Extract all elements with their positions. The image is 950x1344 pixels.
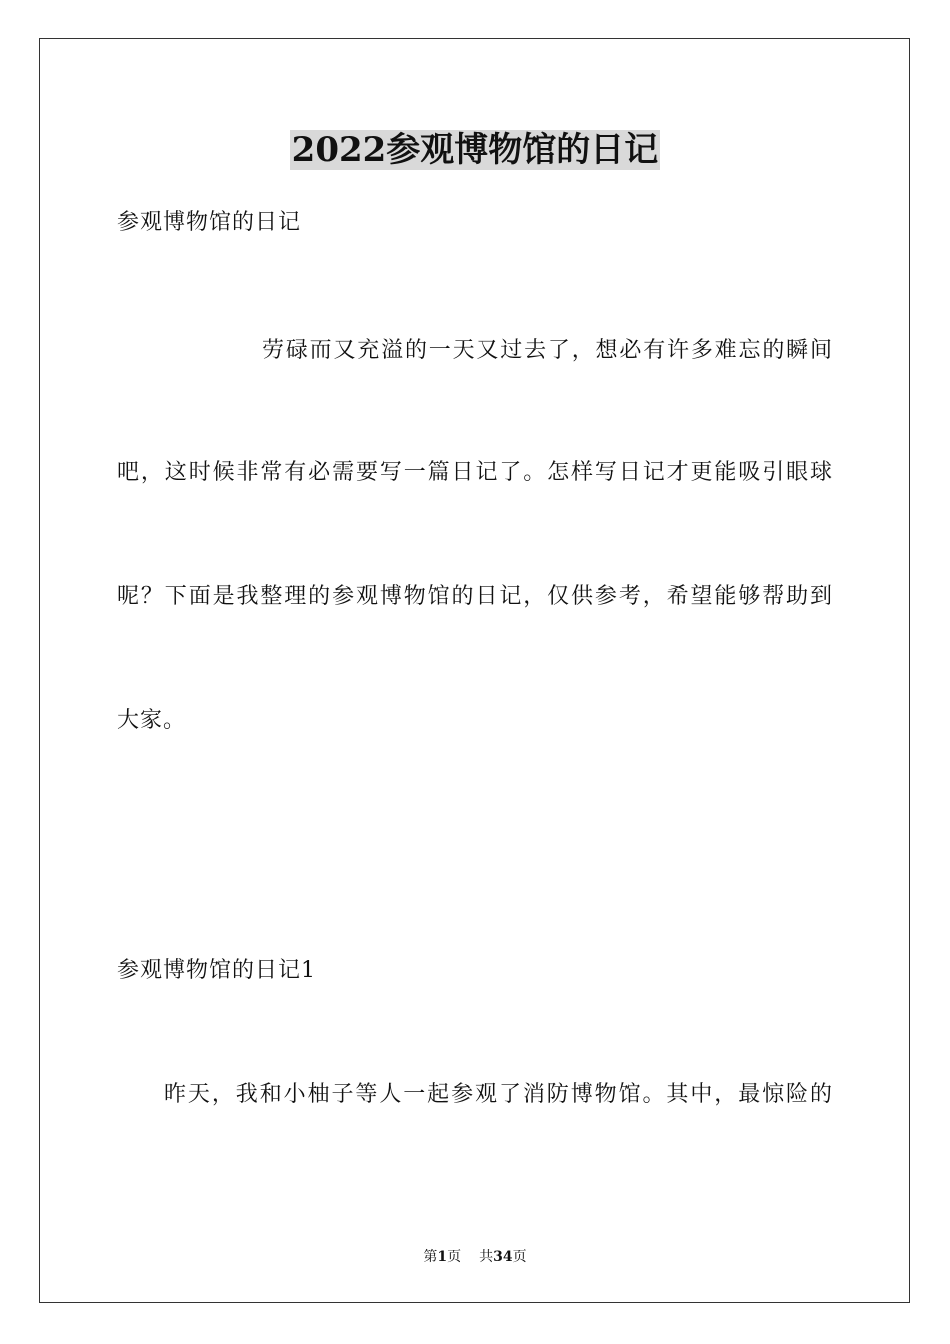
section-line-1: 昨天，我和小柚子等人一起参观了消防博物馆。其中，最惊险的 [164,1082,833,1107]
page-footer [0,1247,950,1267]
footer-page-number: 1 [437,1249,448,1265]
intro-line-2: 吧，这时候非常有必需要写一篇日记了。怎样写日记才更能吸引眼球 [117,460,833,485]
footer-total-pages: 34 [493,1249,513,1265]
footer-total-prefix: 共 [479,1249,494,1265]
footer-page-prefix: 第 [423,1249,438,1265]
intro-line-1: 劳碌而又充溢的一天又过去了，想必有许多难忘的瞬间 [262,338,833,363]
document-title [0,128,950,172]
section-heading: 参观博物馆的日记1 [117,958,316,983]
intro-line-4: 大家。 [117,708,187,733]
intro-line-3: 呢？下面是我整理的参观博物馆的日记，仅供参考，希望能够帮助到 [117,584,833,609]
document-title-text: 2022参观博物馆的日记 [291,130,659,170]
footer-total-suffix: 页 [512,1249,527,1265]
footer-page-suffix: 页 [447,1249,462,1265]
document-subtitle: 参观博物馆的日记 [117,210,302,235]
